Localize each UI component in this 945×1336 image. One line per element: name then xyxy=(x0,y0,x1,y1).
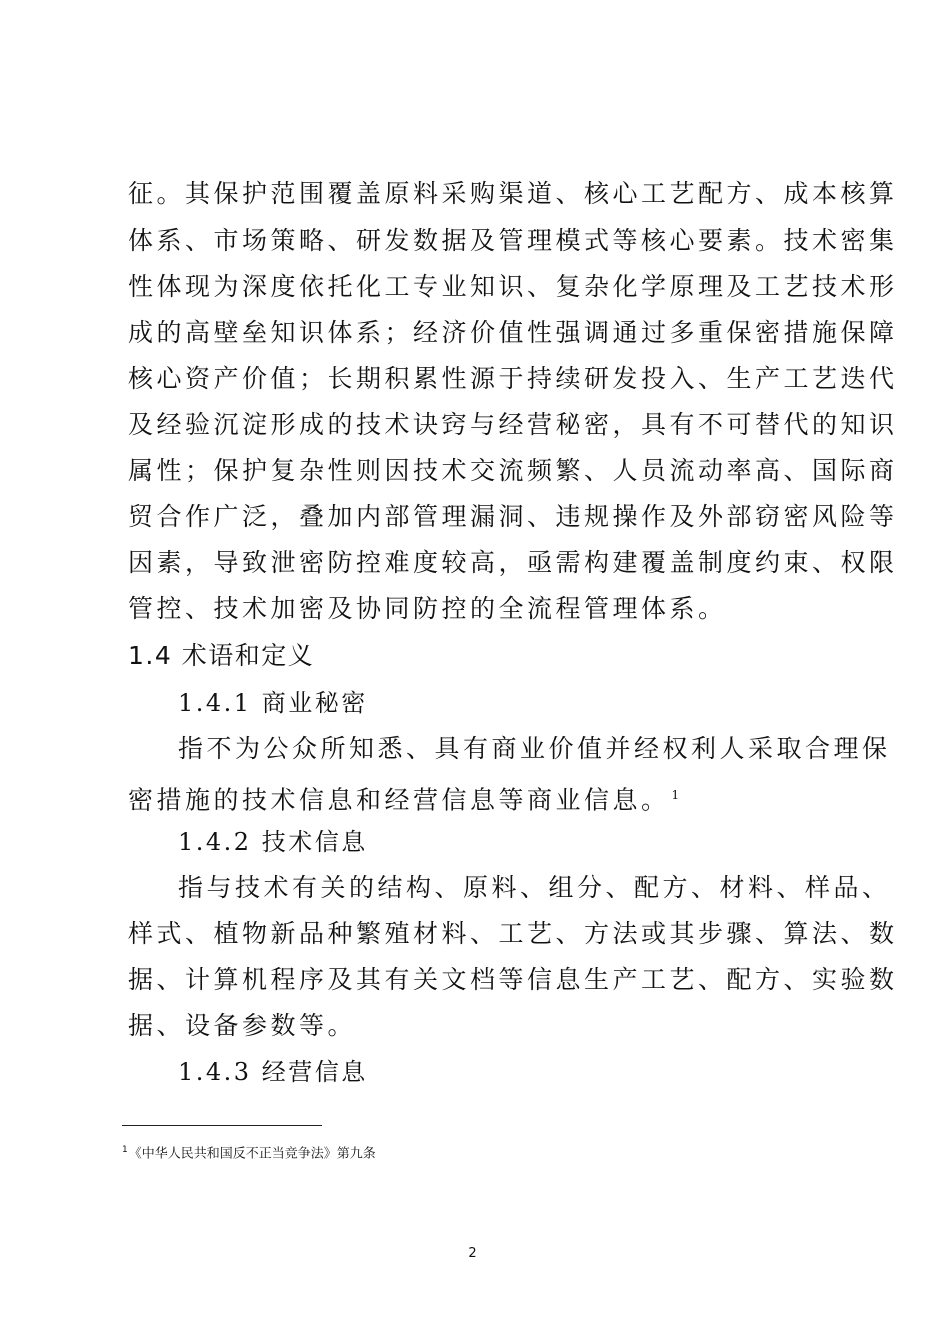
definition-text: 密措施的技术信息和经营信息等商业信息。 xyxy=(128,785,670,815)
footnote xyxy=(122,1140,376,1164)
definition-line: 指不为公众所知悉、具有商业价值并经权利人采取合理保 xyxy=(178,734,891,763)
paragraph-line: 贸合作广泛，叠加内部管理漏洞、违规操作及外部窃密风险等 xyxy=(128,502,898,531)
footnote-mark: 1 xyxy=(122,1145,128,1155)
subsection-heading-technical-info: 1.4.2 技术信息 xyxy=(178,828,368,856)
definition-line: 样式、植物新品种繁殖材料、工艺、方法或其步骤、算法、数 xyxy=(128,919,898,948)
footnote-reference[interactable]: 1 xyxy=(671,788,680,802)
paragraph-line: 性体现为深度依托化工专业知识、复杂化学原理及工艺技术形 xyxy=(128,272,898,301)
page-number: 2 xyxy=(468,1246,477,1261)
definition-line-last xyxy=(128,778,679,817)
paragraph-line: 体系、市场策略、研发数据及管理模式等核心要素。技术密集 xyxy=(128,226,898,255)
definition-line: 据、计算机程序及其有关文档等信息生产工艺、配方、实验数 xyxy=(128,965,898,994)
definition-line: 据、设备参数等。 xyxy=(128,1011,357,1040)
subsection-heading-business-info: 1.4.3 经营信息 xyxy=(178,1058,368,1086)
footnote-separator xyxy=(122,1125,322,1126)
paragraph-line: 管控、技术加密及协同防控的全流程管理体系。 xyxy=(128,594,727,623)
paragraph-line: 属性；保护复杂性则因技术交流频繁、人员流动率高、国际商 xyxy=(128,456,898,485)
footnote-text: 《中华人民共和国反不正当竞争法》第九条 xyxy=(128,1146,376,1162)
paragraph-line: 因素，导致泄密防控难度较高，亟需构建覆盖制度约束、权限 xyxy=(128,548,898,577)
paragraph-line: 成的高壁垒知识体系；经济价值性强调通过多重保密措施保障 xyxy=(128,318,898,347)
subsection-heading-trade-secret: 1.4.1 商业秘密 xyxy=(178,689,368,717)
paragraph-line: 征。其保护范围覆盖原料采购渠道、核心工艺配方、成本核算 xyxy=(128,179,898,208)
paragraph-line: 核心资产价值；长期积累性源于持续研发投入、生产工艺迭代 xyxy=(128,364,898,393)
definition-line: 指与技术有关的结构、原料、组分、配方、材料、样品、 xyxy=(178,873,891,902)
section-heading: 1.4 术语和定义 xyxy=(128,641,315,670)
paragraph-line: 及经验沉淀形成的技术诀窍与经营秘密，具有不可替代的知识 xyxy=(128,410,898,439)
